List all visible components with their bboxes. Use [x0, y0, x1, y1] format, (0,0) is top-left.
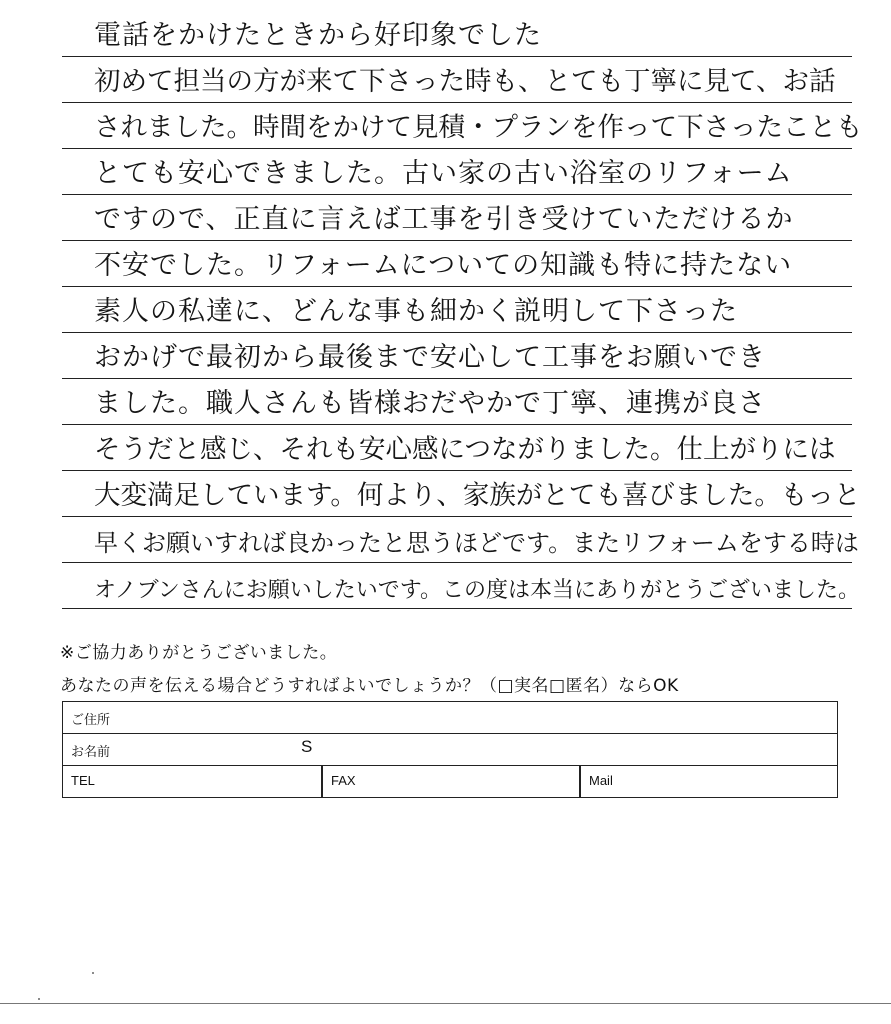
handwritten-line: オノブンさんにお願いしたいです。この度は本当にありがとうございました。: [94, 578, 861, 603]
disclosure-question: あなたの声を伝える場合どうすればよいでしょうか？（□実名□匿名）ならOK: [60, 676, 679, 696]
handwritten-line: 素人の私達に、どんな事も細かく説明して下さった: [94, 296, 738, 327]
name-label: お名前: [71, 744, 111, 759]
address-label: ご住所: [71, 712, 111, 727]
scan-speck: [38, 998, 40, 1000]
handwritten-line: ですので、正直に言えば工事を引き受けていただけるか: [94, 204, 794, 235]
handwritten-line: 初めて担当の方が来て下さった時も、とても丁寧に見て、お話: [94, 66, 836, 97]
handwritten-line: とても安心できました。古い家の古い浴室のリフォーム: [94, 158, 793, 189]
scan-speck: [92, 972, 94, 974]
tel-fax-divider: [321, 766, 323, 797]
handwritten-line: そうだと感じ、それも安心感につながりました。仕上がりには: [94, 434, 836, 465]
thanks-note: ※ご協力ありがとうございました。: [60, 643, 338, 663]
contact-form: [62, 701, 838, 798]
mail-label: Mail: [589, 773, 613, 788]
tel-label: TEL: [71, 773, 95, 788]
handwritten-line: おかげで最初から最後まで安心して工事をお願いでき: [94, 342, 766, 373]
ruled-line: [62, 552, 861, 609]
handwritten-line: 電話をかけたときから好印象でした: [94, 20, 542, 51]
handwritten-line: ました。職人さんも皆様おだやかで丁寧、連携が良さ: [94, 388, 766, 419]
handwritten-line: 大変満足しています。何より、家族がとても喜びました。もっと: [94, 480, 861, 511]
address-row: [63, 702, 837, 734]
handwritten-line: 早くお願いすれば良かったと思うほどです。またリフォームをする時は: [94, 529, 859, 557]
contact-row: [63, 766, 837, 798]
handwritten-line: 不安でした。リフォームについての知識も特に持たない: [94, 250, 793, 281]
name-row: [63, 734, 837, 766]
fax-label: FAX: [331, 773, 356, 788]
name-value: S: [301, 737, 313, 756]
page-bottom-rule: [0, 1003, 891, 1004]
fax-mail-divider: [579, 766, 581, 797]
handwritten-line: されました。時間をかけて見積・プランを作って下さったことも: [94, 112, 863, 143]
